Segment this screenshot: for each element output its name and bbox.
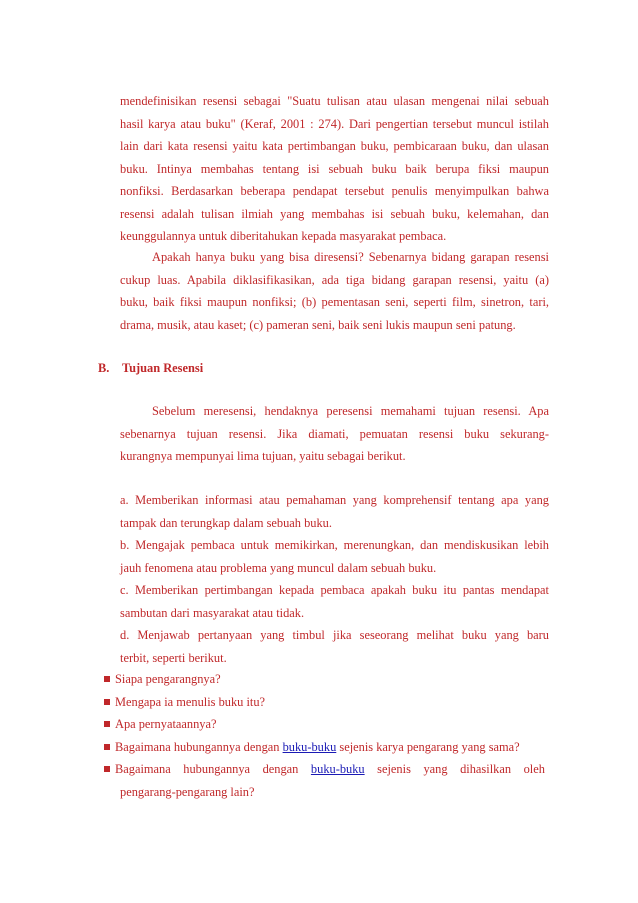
- square-bullet-icon: [104, 721, 110, 727]
- section-number: B.: [98, 361, 110, 375]
- list-item-line: terbit, seperti berikut.: [120, 650, 227, 665]
- text-line: mendefinisikan resensi sebagai "Suatu tulisan atau ulasan mengenai nilai sebuah: [120, 94, 549, 108]
- bullet-text: Siapa pengarangnya?: [115, 672, 221, 686]
- bullet-text-part: Bagaimana hubungannya dengan: [115, 739, 283, 754]
- bullet-item: [104, 691, 550, 714]
- bullet-word: yang: [423, 762, 448, 776]
- list-item: [120, 579, 549, 624]
- bullet-text-part: sejenis karya pengarang yang sama?: [336, 739, 520, 754]
- text-line: kurangnya mempunyai lima tujuan, yaitu sebagai berikut.: [120, 449, 406, 463]
- list-item-line: tampak dan terungkap dalam sebuah buku.: [120, 515, 332, 530]
- square-bullet-icon: [104, 766, 110, 772]
- purpose-list: [120, 489, 549, 669]
- bullet-word: sejenis: [377, 762, 411, 776]
- bullet-word: hubungannya: [183, 762, 251, 776]
- bullet-continuation: pengarang-pengarang lain?: [120, 784, 255, 799]
- question-bullet-list: [104, 668, 550, 803]
- list-item: [120, 534, 549, 579]
- bullet-word: dihasilkan: [460, 762, 512, 776]
- text-line: resensi adalah tulisan ilmiah yang membahas isi sebuah buku, kelemahan, dan: [120, 206, 549, 221]
- text-line: sebenarnya tujuan resensi. Jika diamati, pemuatan resensi buku sekurang-: [120, 426, 549, 441]
- bullet-item: [104, 668, 550, 691]
- bullet-word: dengan: [262, 762, 299, 776]
- bullet-item: [104, 758, 550, 781]
- bullet-text: [115, 736, 520, 759]
- list-item-line: d. Menjawab pertanyaan yang timbul jika seseorang melihat buku yang baru: [120, 628, 549, 642]
- list-item-line: b. Mengajak pembaca untuk memikirkan, merenungkan, dan mendiskusikan lebih: [120, 538, 549, 552]
- text-line: Apakah hanya buku yang bisa diresensi? Sebenarnya bidang garapan resensi: [152, 250, 549, 264]
- buku-buku-link[interactable]: buku-buku: [282, 739, 337, 754]
- list-item-line: jauh fenomena atau problema yang muncul dalam sebuah buku.: [120, 560, 437, 575]
- text-line: drama, musik, atau kaset; (c) pameran seni, baik seni lukis maupun seni patung.: [120, 317, 516, 332]
- bullet-text: Mengapa ia menulis buku itu?: [115, 694, 266, 709]
- paragraph-definition: [120, 90, 549, 248]
- text-line: Sebelum meresensi, hendaknya peresensi memahami tujuan resensi. Apa: [152, 404, 549, 418]
- list-item: [120, 489, 549, 534]
- text-line: nonfiksi. Berdasarkan beberapa pendapat tersebut penulis menyimpulkan bahwa: [120, 184, 549, 198]
- bullet-word: Bagaimana: [115, 762, 171, 776]
- paragraph-purpose: [120, 400, 549, 468]
- text-line: cukup luas. Apabila diklasifikasikan, ada tiga bidang garapan resensi, yaitu (a): [120, 272, 549, 287]
- section-heading: [98, 357, 203, 380]
- list-item-line: a. Memberikan informasi atau pemahaman yang komprehensif tentang apa yang: [120, 493, 549, 507]
- list-item-line: sambutan dari masyarakat atau tidak.: [120, 605, 305, 620]
- buku-buku-link[interactable]: buku-buku: [310, 762, 365, 776]
- section-title: Tujuan Resensi: [122, 361, 204, 375]
- square-bullet-icon: [104, 699, 110, 705]
- bullet-word: oleh: [523, 762, 545, 776]
- paragraph-scope: [120, 246, 549, 336]
- text-line: lain dari kata resensi yaitu kata pertimbangan buku, pembicaraan buku, dan ulasan: [120, 139, 549, 153]
- list-item-line: c. Memberikan pertimbangan kepada pembaca apakah buku itu pantas mendapat: [120, 583, 549, 597]
- list-item: [120, 624, 549, 669]
- text-line: hasil karya atau buku" (Keraf, 2001 : 274). Dari pengertian tersebut muncul istilah: [120, 116, 549, 131]
- bullet-item: [104, 736, 550, 759]
- square-bullet-icon: [104, 676, 110, 682]
- bullet-item: [104, 713, 550, 736]
- text-line: buku, baik fiksi maupun nonfiksi; (b) pementasan seni, seperti film, sinetron, tari,: [120, 295, 549, 309]
- bullet-text: [115, 758, 545, 781]
- bullet-text: Apa pernyataannya?: [115, 717, 217, 731]
- text-line: buku. Intinya membahas tentang isi sebuah buku baik berupa fiksi maupun: [120, 161, 549, 176]
- square-bullet-icon: [104, 744, 110, 750]
- text-line: keunggulannya untuk diberitahukan kepada masyarakat pembaca.: [120, 229, 447, 243]
